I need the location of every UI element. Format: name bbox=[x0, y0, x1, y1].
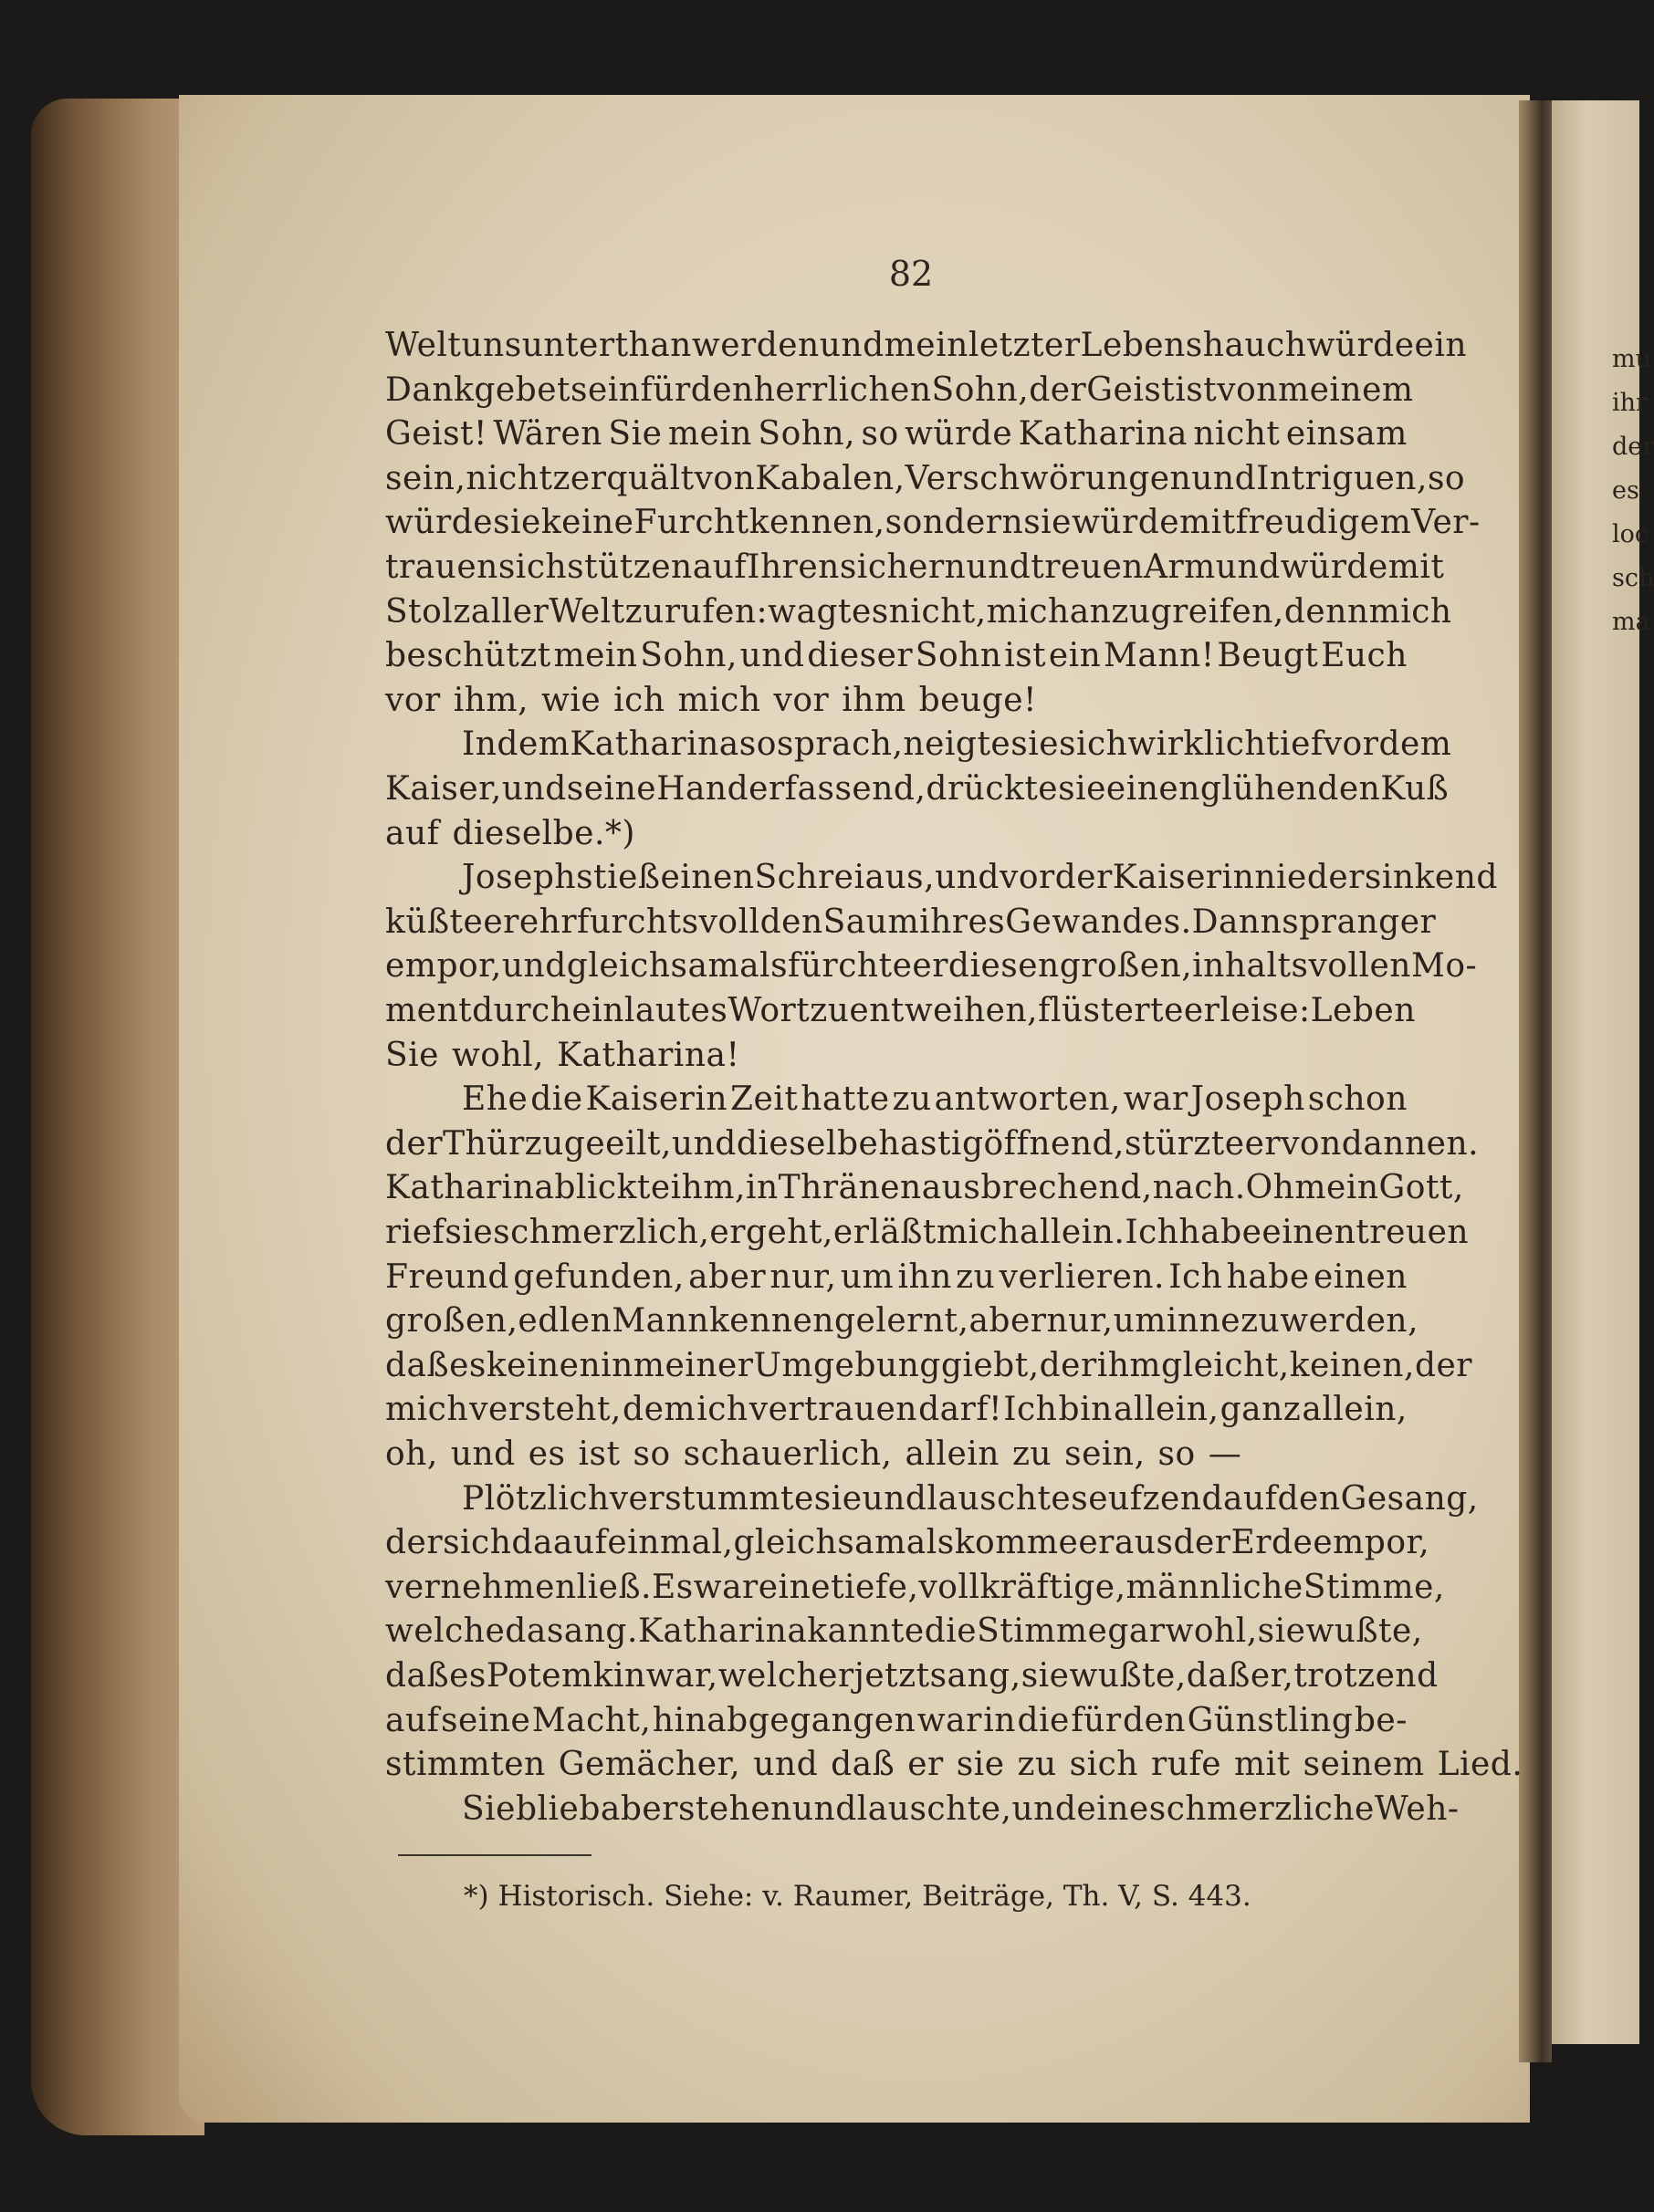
text-line: Sie wohl, Katharina! bbox=[385, 1036, 740, 1074]
text-line: oh, und es ist so schauerlich, allein zu sein, so — bbox=[385, 1435, 1242, 1473]
facing-page-fragment: es bbox=[1612, 476, 1639, 505]
text-line: stimmten Gemächer, und daß er sie zu sich rufe mit seinem Lied. bbox=[385, 1746, 1523, 1784]
footnote-rule bbox=[398, 1854, 591, 1856]
text-line: trauen sich stützen auf Ihren sichern und treuen Arm und würde mit bbox=[385, 548, 1445, 586]
page-number: 82 bbox=[888, 254, 934, 294]
text-line: Sie blieb aber stehen und lauschte, und eine schmerzliche Weh- bbox=[462, 1789, 1460, 1828]
text-line: vernehmen ließ. Es war eine tiefe, vollkräftige, männliche Stimme, bbox=[385, 1568, 1445, 1606]
facing-page-fragment: loc bbox=[1612, 520, 1649, 548]
text-line: ment durch ein lautes Wort zu entweihen, flüsterte er leise: Leben bbox=[385, 992, 1416, 1029]
text-line: der Thür zugeeilt, und dieselbe hastig öffnend, stürzte er von dannen. bbox=[385, 1124, 1480, 1163]
text-line: Welt uns unterthan werden und mein letzter Lebenshauch würde ein bbox=[385, 327, 1468, 364]
text-line: vor ihm, wie ich mich vor ihm beuge! bbox=[385, 681, 1037, 719]
text-line: daß es keinen in meiner Umgebung giebt, der ihm gleicht, keinen, der bbox=[385, 1346, 1473, 1384]
facing-page-fragment: der bbox=[1612, 433, 1654, 461]
text-line: Stolz aller Welt zurufen: wagt es nicht, mich anzugreifen, denn mich bbox=[385, 592, 1452, 631]
text-line: würde sie keine Furcht kennen, sondern sie würde mit freudigem Ver- bbox=[385, 504, 1481, 542]
text-line: großen, edlen Mann kennen gelernt, aber nur, um inne zu werden, bbox=[385, 1302, 1419, 1341]
text-line: küßte er ehrfurchtsvoll den Saum ihres Gewandes. Dann sprang er bbox=[385, 903, 1437, 941]
footnote: *) Historisch. Siehe: v. Raumer, Beiträge, Th. V, S. 443. bbox=[464, 1880, 1251, 1913]
text-line: empor, und gleichsam als fürchte er diesen großen, inhaltsvollen Mo- bbox=[385, 947, 1478, 986]
text-line: Kaiser, und seine Hand erfassend, drückte sie einen glühenden Kuß bbox=[385, 770, 1450, 808]
text-line: Katharina blickte ihm, in Thränen ausbrechend, nach. Oh mein Gott, bbox=[385, 1169, 1464, 1207]
text-line: rief sie schmerzlich, er geht, er läßt mich allein. Ich habe einen treuen bbox=[385, 1214, 1470, 1251]
facing-page-fragment: ihr bbox=[1612, 389, 1648, 417]
text-line: sein, nicht zerquält von Kabalen, Verschwörungen und Intriguen, so bbox=[385, 459, 1466, 497]
text-line: Ehe die Kaiserin Zeit hatte zu antworten, war Joseph schon bbox=[462, 1080, 1408, 1119]
text-line: daß es Potemkin war, welcher jetzt sang, sie wußte, daß er, trotzend bbox=[385, 1657, 1439, 1695]
text-line: mich versteht, dem ich vertrauen darf! Ich bin allein, ganz allein, bbox=[385, 1391, 1408, 1429]
text-line: auf dieselbe.*) bbox=[385, 814, 635, 852]
text-line: Indem Katharina so sprach, neigte sie sich wirklich tief vor dem bbox=[462, 725, 1452, 764]
text-line: Plötzlich verstummte sie und lauschte seufzend auf den Gesang, bbox=[462, 1479, 1479, 1518]
facing-page-fragment: ma bbox=[1612, 608, 1650, 636]
text-line: Dankgebet sein für den herrlichen Sohn, der Geist ist von meinem bbox=[385, 370, 1414, 409]
text-line: Freund gefunden, aber nur, um ihn zu verlieren. Ich habe einen bbox=[385, 1257, 1408, 1296]
text-line: welche da sang. Katharina kannte die Stimme gar wohl, sie wußte, bbox=[385, 1612, 1423, 1651]
text-line: beschützt mein Sohn, und dieser Sohn ist ein Mann! Beugt Euch bbox=[385, 637, 1408, 675]
book-gutter bbox=[1519, 100, 1552, 2062]
facing-page-fragment: sch bbox=[1612, 564, 1654, 592]
text-line: Joseph stieß einen Schrei aus, und vor der Kaiserin niedersinkend bbox=[462, 859, 1498, 897]
text-line: auf seine Macht, hinabgegangen war in die für den Günstling be- bbox=[385, 1701, 1408, 1739]
text-line: Geist! Wären Sie mein Sohn, so würde Katharina nicht einsam bbox=[385, 415, 1408, 454]
text-line: der sich da auf einmal, gleichsam als komme er aus der Erde empor, bbox=[385, 1524, 1430, 1562]
facing-page-fragment: mu bbox=[1612, 345, 1651, 373]
